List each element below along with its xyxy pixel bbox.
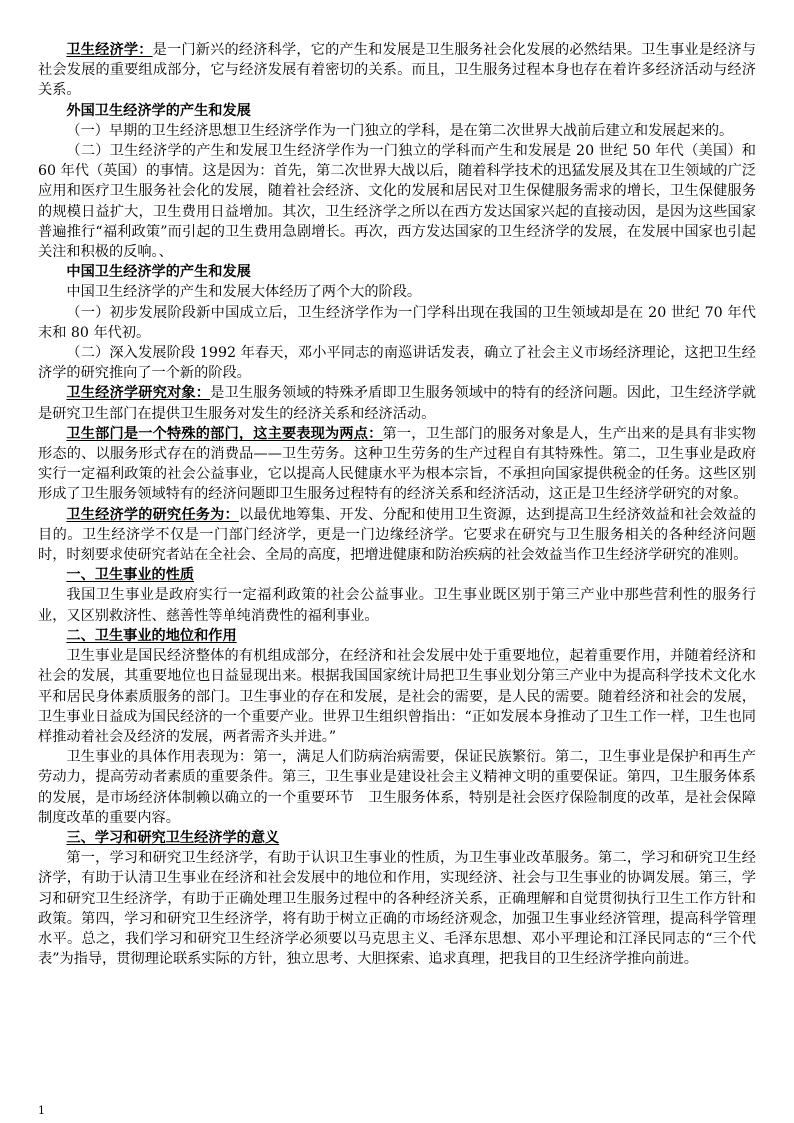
term-label: 卫生经济学的研究任务为： (66, 506, 239, 523)
section-heading: 中国卫生经济学的产生和发展 (66, 264, 251, 281)
page-number: 1 (38, 1104, 45, 1117)
section-heading: 一、卫生事业的性质 (66, 567, 195, 584)
section-heading: 外国卫生经济学的产生和发展 (66, 102, 251, 119)
paragraph: （二）卫生经济学的产生和发展卫生经济学作为一门独立的学科而产生和发展是 20 世纪 50 年代（美国）和 60 年代（英国）的事情。这是因为：首先，第二次世界大战以后，随着科学技术的迅猛发展及其在卫生领域的广泛应用和医疗卫生服务社会化的发展，随着社会经济、文化的发展和居民对卫生保健服务需求的增长，卫生保健服务的规模日益扩大，卫生费用日益增加。其次，卫生经济学之所以在西方发达国家兴起的直接动因，是因为这些国家普遍推行“福利政策”而引起的卫生费用急剧增长。再次，西方发达国家的卫生经济学的发展，在发展中国家也引起关注和积极的反响。、 (38, 143, 756, 261)
paragraph: （一）初步发展阶段新中国成立后，卫生经济学作为一门学科出现在我国的卫生领域却是在 20 世纪 70 年代末和 80 年代初。 (38, 304, 756, 341)
paragraph: （二）深入发展阶段 1992 年春天，邓小平同志的南巡讲话发表，确立了社会主义市场经济理论，这把卫生经济学的研究推向了一个新的阶段。 (38, 345, 756, 382)
paragraph-text: 是卫生服务领域的特殊矛盾即卫生服务领域中的特有的经济问题。因此，卫生经济学就是研究卫生部门在提供卫生服务对发生的经济关系和经济活动。 (38, 385, 756, 422)
paragraph-special-department (38, 424, 756, 505)
section-heading: 三、学习和研究卫生经济学的意义 (66, 829, 280, 846)
paragraph: 卫生事业的具体作用表现为：第一，满足人们防病治病需要，保证民族繁衍。第二，卫生事业是保护和再生产劳动力，提高劳动者素质的重要条件。第三，卫生事业是建设社会主义精神文明的重要保证。第四，卫生服务体系的发展，是市场经济体制赖以确立的一个重要环节 卫生服务体系，特别是社会医疗保险制度的改革，是社会保障制度改革的重要内容。 (38, 749, 756, 826)
paragraph: 我国卫生事业是政府实行一定福利政策的社会公益事业。卫生事业既区别于第三产业中那些营利性的服务行业，又区别救济性、慈善性等单纯消费性的福利事业。 (38, 587, 756, 624)
paragraph: 第一，学习和研究卫生经济学，有助于认识卫生事业的性质，为卫生事业改革服务。第二，学习和研究卫生经济学，有助于认清卫生事业在经济和社会发展中的地位和作用，实现经济、社会与卫生事业的协调发展。第三，学习和研究卫生经济学，有助于正确处理卫生服务过程中的各种经济关系，正确理解和自觉贯彻执行卫生工作方针和政策。第四，学习和研究卫生经济学，将有助于树立正确的市场经济观念，加强卫生事业经济管理，提高科学管理水平。总之，我们学习和研究卫生经济学必须要以马克思主义、毛泽东思想、邓小平理论和江泽民同志的“三个代表”为指导，贯彻理论联系实际的方针，独立思考、大胆探索、追求真理，把我目的卫生经济学推向前进。 (38, 850, 756, 968)
term-label: 卫生部门是一个特殊的部门，这主要表现为两点： (66, 425, 383, 442)
paragraph-text: 第一，卫生部门的服务对象是人，生产出来的是具有非实物形态的、以服务形式存在的消费品——卫生劳务。这种卫生劳务的生产过程自有其特殊性。第二，卫生事业是政府实行一定福利政策的社会公益事业，它以提高人民健康水平为根本宗旨，不承担向国家提供税金的任务。这些区别形成了卫生服务领域特有的经济问题即卫生服务过程特有的经济关系和经济活动，这正是卫生经济学研究的对象。 (38, 425, 756, 503)
term-label: 卫生经济学： (66, 42, 153, 58)
section-heading: 二、卫生事业的地位和作用 (66, 627, 237, 644)
term-label: 卫生经济学研究对象： (66, 385, 211, 402)
document-page (38, 40, 756, 969)
paragraph-research-task (38, 505, 756, 566)
paragraph: 卫生事业是国民经济整体的有机组成部分，在经济和社会发展中处于重要地位，起着重要作用，并随着经济和社会的发展，其重要地位也日益显现出来。根据我国国家统计局把卫生事业划分第三产业中为提高科学技术文化水平和居民身体素质服务的部门。卫生事业的存在和发展，是社会的需要，是人民的需要。随着经济和社会的发展，卫生事业日益成为国民经济的一个重要产业。世界卫生组织曾指出：“正如发展本身推动了卫生工作一样，卫生也同样推动着社会及经济的发展，两者需齐头并进。” (38, 648, 756, 745)
paragraph: （一）早期的卫生经济思想卫生经济学作为一门独立的学科，是在第二次世界大战前后建立和发展起来的。 (66, 122, 734, 139)
paragraph-text: 以最优地筹集、开发、分配和使用卫生资源，达到提高卫生经济效益和社会效益的目的。卫生经济学不仅是一门部门经济学，更是一门边缘经济学。它要求在研究与卫生服务相关的各种经济问题时，时刻要求使研究者站在全社会、全局的高度，把增进健康和防治疾病的社会效益当作卫生经济学研究的准则。 (38, 506, 756, 564)
paragraph-text: 是一门新兴的经济科学，它的产生和发展是卫生服务社会化发展的必然结果。卫生事业是经济与社会发展的重要组成部分，它与经济发展有着密切的关系。而且，卫生服务过程本身也存在着许多经济活动与经济关系。 (38, 42, 756, 99)
paragraph-research-object (38, 383, 756, 423)
paragraph-definition (38, 40, 756, 101)
paragraph: 中国卫生经济学的产生和发展大体经历了两个大的阶段。 (66, 284, 422, 301)
